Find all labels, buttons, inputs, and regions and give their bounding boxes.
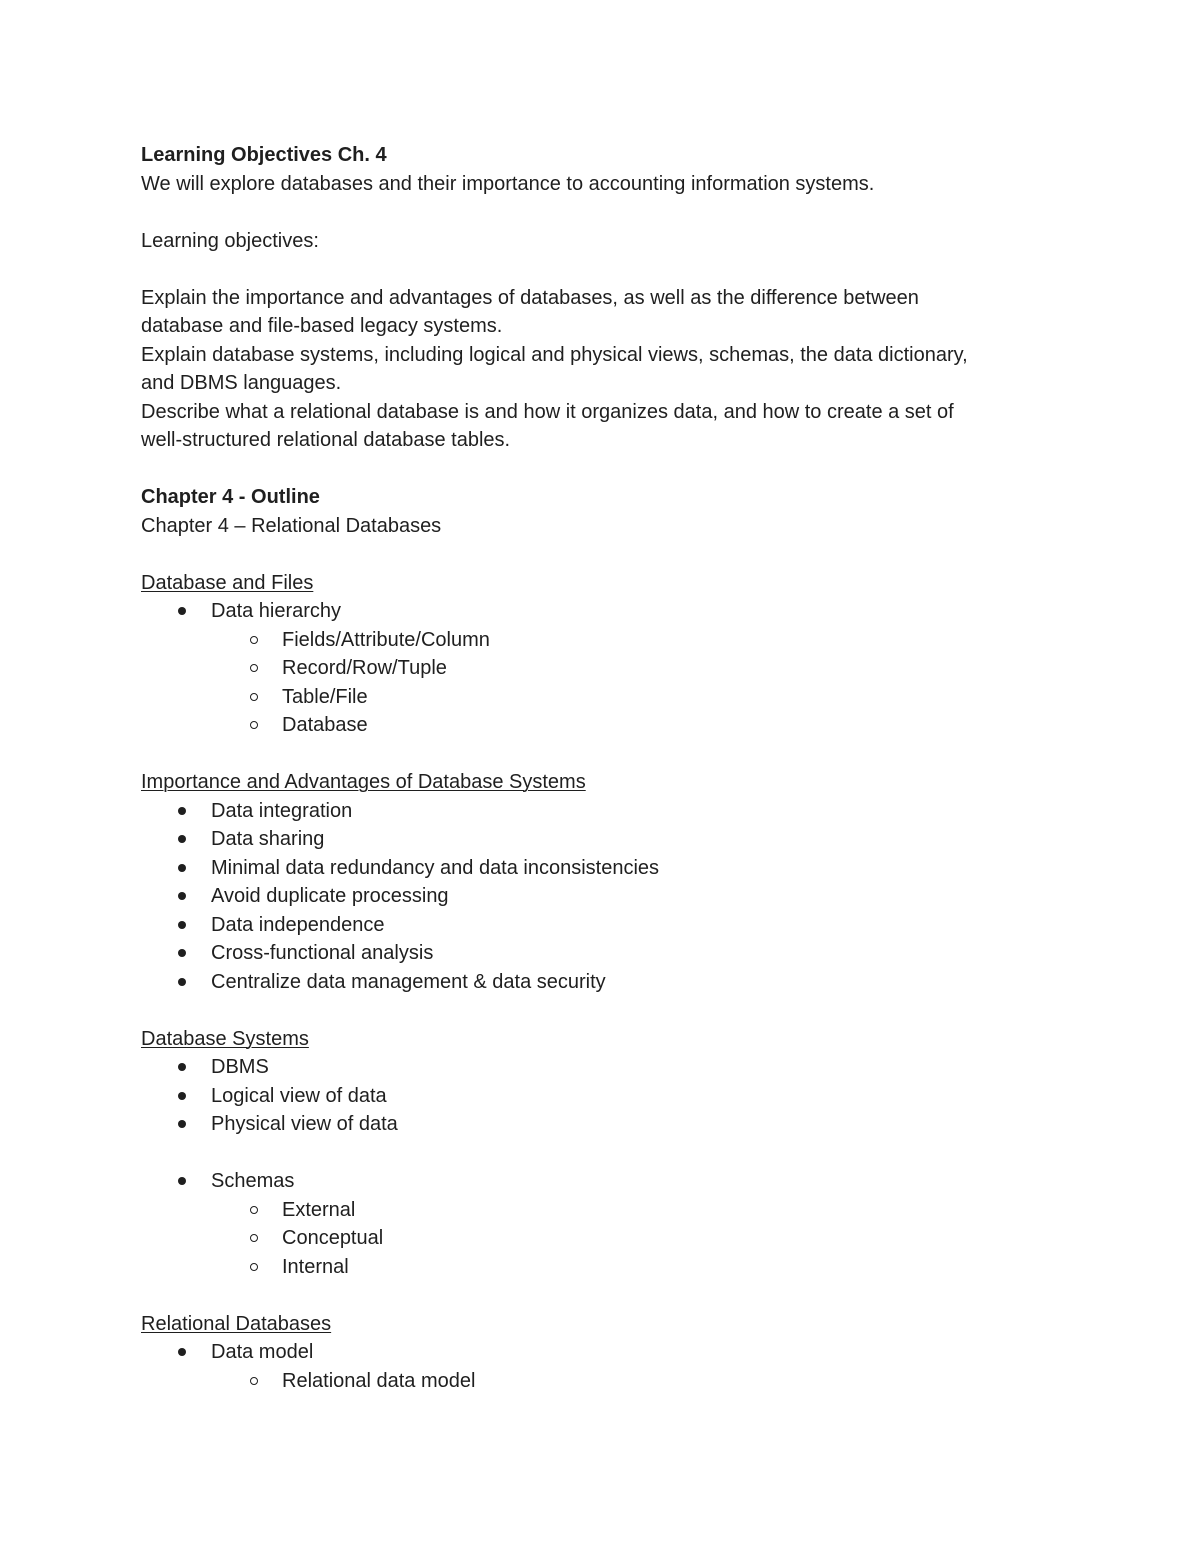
list-subitem: Internal	[141, 1253, 1061, 1282]
list-subitem: Database	[141, 711, 1061, 740]
list-item: Logical view of data	[141, 1082, 1061, 1111]
bullet-disc-icon	[178, 921, 186, 929]
bullet-disc-icon	[178, 949, 186, 957]
list-item: Cross-functional analysis	[141, 939, 1061, 968]
database-files-list	[141, 597, 1061, 740]
intro-text: We will explore databases and their importance to accounting information systems.	[141, 172, 875, 195]
heading-learning-objectives: Learning Objectives Ch. 4	[141, 144, 387, 166]
bullet-disc-icon	[178, 1348, 186, 1356]
section-title-database-files: Database and Files	[141, 571, 314, 594]
list-item: Data independence	[141, 911, 1061, 940]
relational-list	[141, 1338, 1061, 1395]
document-page	[141, 141, 1061, 1395]
schemas-list	[141, 1167, 1061, 1281]
bullet-disc-icon	[178, 1120, 186, 1128]
list-subitem: Conceptual	[141, 1224, 1061, 1253]
bullet-disc-icon	[178, 892, 186, 900]
bullet-disc-icon	[178, 835, 186, 843]
section-title-relational: Relational Databases	[141, 1312, 332, 1335]
list-item: Centralize data management & data security	[141, 968, 1061, 997]
bullet-circle-icon	[250, 1263, 258, 1271]
list-item: DBMS	[141, 1053, 1061, 1082]
bullet-disc-icon	[178, 607, 186, 615]
list-subitem: Record/Row/Tuple	[141, 654, 1061, 683]
list-subitem: Fields/Attribute/Column	[141, 626, 1061, 655]
chapter-title: Chapter 4 – Relational Databases	[141, 514, 442, 537]
bullet-disc-icon	[178, 1092, 186, 1100]
bullet-circle-icon	[250, 636, 258, 644]
list-item: Data model	[141, 1338, 1061, 1367]
bullet-circle-icon	[250, 664, 258, 672]
list-item: Data hierarchy	[141, 597, 1061, 626]
list-item: Avoid duplicate processing	[141, 882, 1061, 911]
section-title-importance: Importance and Advantages of Database Systems	[141, 771, 586, 793]
bullet-circle-icon	[250, 1234, 258, 1242]
bullet-disc-icon	[178, 864, 186, 872]
objective-2: Explain database systems, including logical and physical views, schemas, the data dictionary, and DBMS languages.	[141, 343, 968, 394]
bullet-circle-icon	[250, 693, 258, 701]
bullet-circle-icon	[250, 1206, 258, 1214]
list-item: Data sharing	[141, 825, 1061, 854]
heading-chapter-outline: Chapter 4 - Outline	[141, 486, 320, 508]
bullet-disc-icon	[178, 1177, 186, 1185]
bullet-circle-icon	[250, 1377, 258, 1385]
list-subitem: Table/File	[141, 683, 1061, 712]
database-systems-list	[141, 1053, 1061, 1139]
list-item: Physical view of data	[141, 1110, 1061, 1139]
objective-3: Describe what a relational database is and how it organizes data, and how to create a set of well-structured relational database tables.	[141, 400, 954, 451]
section-title-database-systems: Database Systems	[141, 1027, 309, 1050]
bullet-circle-icon	[250, 721, 258, 729]
bullet-disc-icon	[178, 978, 186, 986]
bullet-disc-icon	[178, 807, 186, 815]
objective-1: Explain the importance and advantages of databases, as well as the difference between database and file-based legacy systems.	[141, 286, 919, 337]
importance-list	[141, 797, 1061, 997]
objectives-label: Learning objectives:	[141, 229, 319, 252]
list-subitem: Relational data model	[141, 1367, 1061, 1396]
list-item: Schemas	[141, 1167, 1061, 1196]
bullet-disc-icon	[178, 1063, 186, 1071]
list-item: Data integration	[141, 797, 1061, 826]
list-subitem: External	[141, 1196, 1061, 1225]
list-item: Minimal data redundancy and data inconsistencies	[141, 854, 1061, 883]
